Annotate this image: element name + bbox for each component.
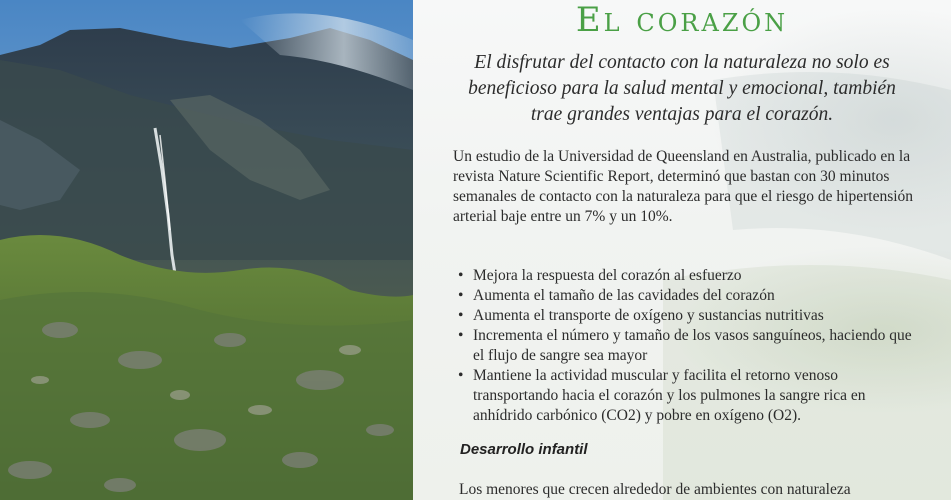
benefit-item: • Aumenta el transporte de oxígeno y sustancias nutritivas <box>453 306 915 326</box>
mountain-waterfall-photo <box>0 0 413 500</box>
study-paragraph: Un estudio de la Universidad de Queensland en Australia, publicado en la revista Nature Scientific Report, determinó que bastan con 30 minutos semanales de contacto con la naturaleza para que el riesgo de hipertensión arterial baje entre un 7% y un 10%. <box>453 148 914 225</box>
benefit-item: • Incrementa el número y tamaño de los vasos sanguíneos, haciendo que el flujo de sangre sea mayor <box>453 326 915 366</box>
article-panel <box>413 0 951 500</box>
benefits-list <box>453 266 915 426</box>
page-title: El corazón <box>575 0 789 40</box>
child-development-paragraph: Los menores que crecen alrededor de ambientes con naturaleza <box>459 481 851 498</box>
section-subheading: Desarrollo infantil <box>460 441 588 458</box>
intro-quote: El disfrutar del contacto con la naturaleza no solo es beneficioso para la salud mental y emocional, también trae grandes ventajas para el corazón. <box>468 52 896 125</box>
landscape-illustration <box>0 0 413 500</box>
benefit-item: • Mantiene la actividad muscular y facilita el retorno venoso transportando hacia el corazón y los pulmones la sangre rica en anhídrido carbónico (CO2) y pobre en oxígeno (O2). <box>453 366 915 426</box>
benefit-item: • Aumenta el tamaño de las cavidades del corazón <box>453 286 915 306</box>
benefit-item: • Mejora la respuesta del corazón al esfuerzo <box>453 266 915 286</box>
